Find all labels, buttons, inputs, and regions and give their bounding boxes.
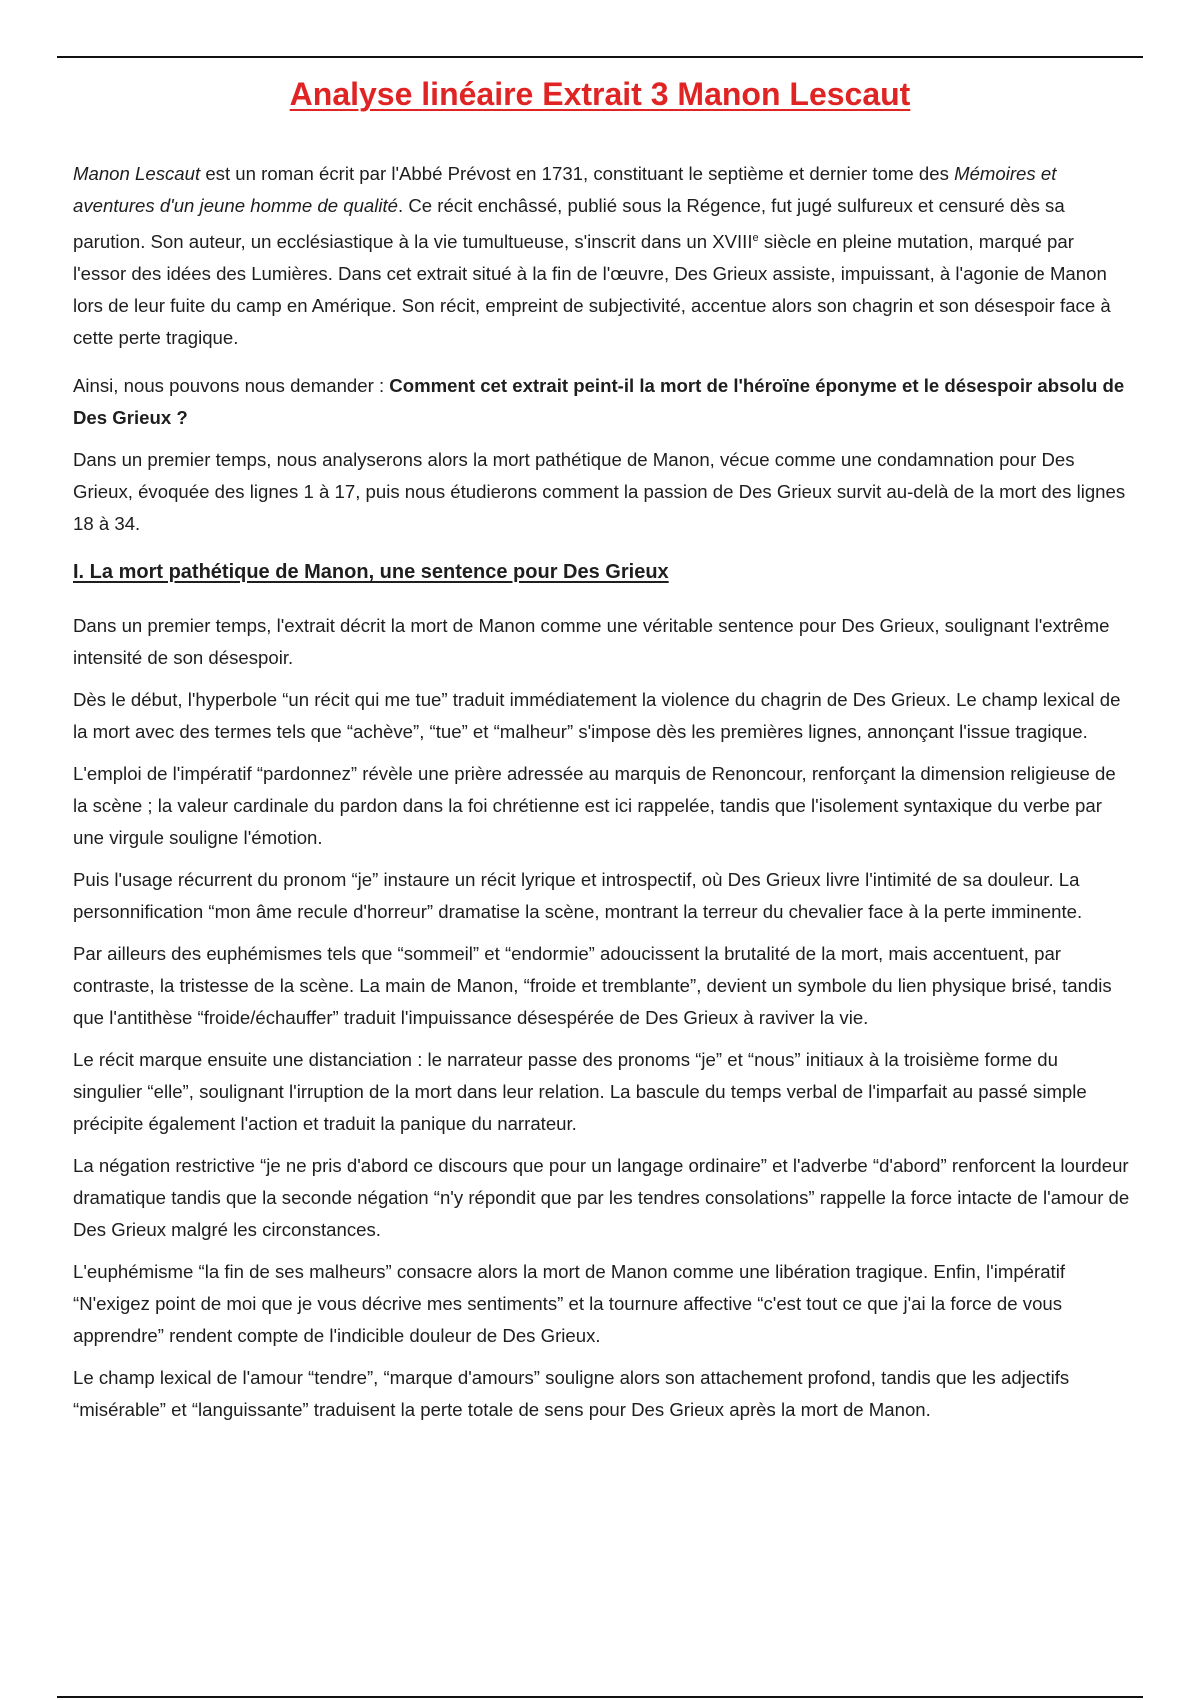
- plan-paragraph: Dans un premier temps, nous analyserons alors la mort pathétique de Manon, vécue comme une condamnation pour Des Grieux, évoquée des lignes 1 à 17, puis nous étudierons comment la passion de Des Grieux survit au-delà de la mort des lignes 18 à 34.: [73, 449, 1126, 535]
- section-1-paragraph-4: Puis l'usage récurrent du pronom “je” instaure un récit lyrique et introspectif, où Des Grieux livre l'intimité de sa douleur. La personnification “mon âme recule d'horreur” dramatise la scène, montrant la terreur du chevalier face à la perte imminente.: [73, 869, 1083, 923]
- century-superscript: e: [752, 232, 759, 244]
- section-1-paragraph-5: Par ailleurs des euphémismes tels que “sommeil” et “endormie” adoucissent la brutalité de la mort, mais accentuent, par contraste, la tristesse de la scène. La main de Manon, “froide et tremblante”, devient un symbole du lien physique brisé, tandis que l'antithèse “froide/échauffer” traduit l'impuissance désespérée de Des Grieux à raviver la vie.: [73, 943, 1112, 1029]
- section-1-paragraph-3: L'emploi de l'impératif “pardonnez” révèle une prière adressée au marquis de Renoncour, renforçant la dimension religieuse de la scène ; la valeur cardinale du pardon dans la foi chrétienne est ici rappelée, tandis que l'isolement syntaxique du verbe par une virgule souligne l'émotion.: [73, 763, 1116, 849]
- section-1-paragraph-7: La négation restrictive “je ne pris d'abord ce discours que pour un langage ordinaire” et l'adverbe “d'abord” renforcent la lourdeur dramatique tandis que la seconde négation “n'y répondit que par les tendres consolations” rappelle la force intacte de l'amour de Des Grieux malgré les circonstances.: [73, 1155, 1130, 1241]
- work-title: Manon Lescaut: [73, 163, 201, 184]
- section-1-paragraph-2: Dès le début, l'hyperbole “un récit qui me tue” traduit immédiatement la violence du chagrin de Des Grieux. Le champ lexical de la mort avec des termes tels que “achève”, “tue” et “malheur” s'impose dès les premières lignes, annonçant l'issue tragique.: [73, 689, 1121, 743]
- intro-text-3: siècle en pleine mutation, marqué par l'essor des idées des Lumières. Dans cet extrait situé à la fin de l'œuvre, Des Grieux assiste, impuissant, à l'agonie de Manon lors de leur fuite du camp en Amérique. Son récit, empreint de subjectivité, accentue alors son chagrin et son désespoir face à cette perte tragique.: [73, 231, 1111, 349]
- bottom-rule: [57, 1696, 1143, 1698]
- section-1-paragraph-8: L'euphémisme “la fin de ses malheurs” consacre alors la mort de Manon comme une libération tragique. Enfin, l'impératif “N'exigez point de moi que je vous décrive mes sentiments” et la tournure affective “c'est tout ce que j'ai la force de vous apprendre” rendent compte de l'indicible douleur de Des Grieux.: [73, 1261, 1066, 1347]
- intro-paragraph: [73, 158, 1130, 354]
- section-1-paragraph-6: Le récit marque ensuite une distanciation : le narrateur passe des pronoms “je” et “nous” initiaux à la troisième forme du singulier “elle”, soulignant l'irruption de la mort dans leur relation. La bascule du temps verbal de l'imparfait au passé simple précipite également l'action et traduit la panique du narrateur.: [73, 1049, 1087, 1135]
- intro-text-1: est un roman écrit par l'Abbé Prévost en 1731, constituant le septième et dernier tome des: [200, 163, 955, 184]
- section-1-paragraph-9: Le champ lexical de l'amour “tendre”, “marque d'amours” souligne alors son attachement profond, tandis que les adjectifs “misérable” et “languissante” traduisent la perte totale de sens pour Des Grieux après la mort de Manon.: [73, 1367, 1070, 1421]
- intro-text-2: . Ce récit enchâssé, publié sous la Régence, fut jugé sulfureux et censuré dès sa parution. Son auteur, un ecclésiastique à la vie tumultueuse, s'inscrit dans un XVIII: [73, 195, 1065, 253]
- memoires-title: Mémoires et aventures d'un jeune homme de qualité: [73, 163, 1057, 216]
- problematique-question: Comment cet extrait peint-il la mort de l'héroïne éponyme et le désespoir absolu de Des Grieux ?: [73, 375, 1125, 429]
- section-1-heading: I. La mort pathétique de Manon, une sentence pour Des Grieux: [73, 561, 669, 584]
- document-body: [73, 158, 1130, 1436]
- problematique-lead: Ainsi, nous pouvons nous demander :: [73, 375, 390, 397]
- document-title: Analyse linéaire Extrait 3 Manon Lescaut: [289, 76, 911, 112]
- problematique-paragraph: [73, 370, 1130, 434]
- section-1-paragraph-1: Dans un premier temps, l'extrait décrit la mort de Manon comme une véritable sentence pour Des Grieux, soulignant l'extrême intensité de son désespoir.: [73, 615, 1110, 669]
- top-rule: [57, 56, 1143, 58]
